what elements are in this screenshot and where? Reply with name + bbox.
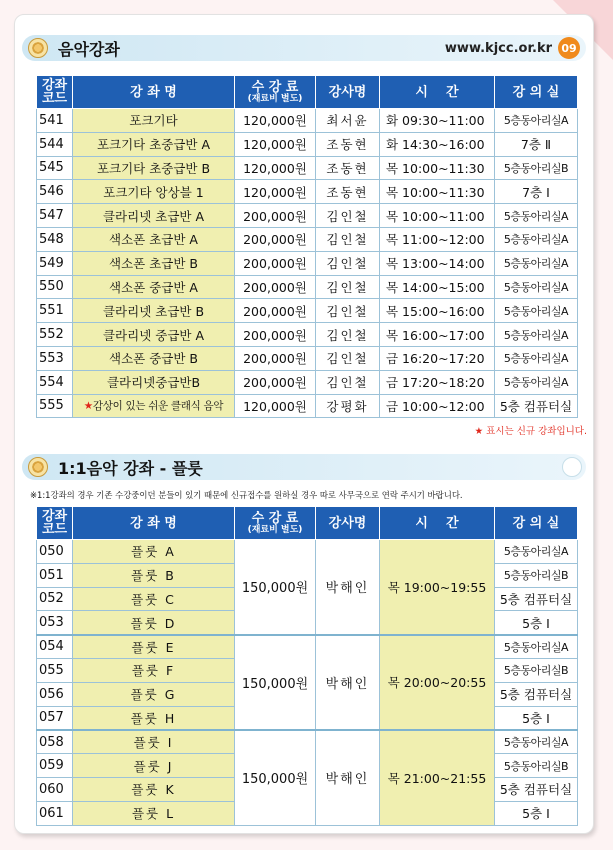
- course-name-text: 색소폰 초급반 B: [109, 256, 198, 272]
- course-name: [73, 370, 235, 394]
- course-name: 플룻 B: [73, 563, 235, 587]
- instructor-name: 조동현: [316, 180, 380, 204]
- music-course-table: [36, 75, 578, 418]
- header-time: 시 간: [380, 76, 495, 109]
- table-row: [37, 109, 578, 133]
- course-time: 화 09:30~11:00: [380, 109, 495, 133]
- course-name: 플룻 D: [73, 611, 235, 635]
- course-room: 5층동아리실A: [495, 370, 578, 394]
- course-room: 5층동아리실B: [495, 563, 578, 587]
- course-name: [73, 109, 235, 133]
- course-time: 화 14:30~16:00: [380, 132, 495, 156]
- course-time: 목 10:00~11:30: [380, 156, 495, 180]
- course-code: 541: [37, 109, 73, 133]
- flower-icon: [28, 457, 48, 477]
- course-time: 금 16:20~17:20: [380, 346, 495, 370]
- course-room: 5층동아리실A: [495, 540, 578, 564]
- instructor-name: 김인철: [316, 299, 380, 323]
- course-time: 목 11:00~12:00: [380, 227, 495, 251]
- instructor-name: 강평화: [316, 394, 380, 418]
- course-room: 5층동아리실A: [495, 323, 578, 347]
- course-name-text: 색소폰 중급반 A: [109, 279, 198, 295]
- course-fee: 150,000원: [235, 635, 316, 730]
- table-row: [37, 635, 578, 659]
- header-course-name: 강 좌 명: [73, 76, 235, 109]
- section-title: 음악강좌: [58, 39, 120, 59]
- notice-text: ※1:1강좌의 경우 기존 수강중이던 분들이 있기 때문에 신규접수를 원하실 경우 따로 사무국으로 연락 주시기 바랍니다.: [30, 490, 463, 500]
- course-fee: 120,000원: [235, 132, 316, 156]
- website-url: www.kjcc.or.kr: [444, 40, 552, 56]
- course-code: 555: [37, 394, 73, 418]
- course-name-text: 색소폰 중급반 B: [109, 351, 198, 367]
- table-row: [37, 394, 578, 418]
- course-fee: 200,000원: [235, 275, 316, 299]
- instructor-name: 김인철: [316, 346, 380, 370]
- course-fee: 200,000원: [235, 227, 316, 251]
- course-name: [73, 204, 235, 228]
- instructor-name: 박해인: [316, 540, 380, 635]
- table-row: [37, 540, 578, 564]
- course-code: 060: [37, 777, 73, 801]
- course-room: 7층 Ⅰ: [495, 180, 578, 204]
- header-fee: 수 강 료 (재료비 별도): [235, 507, 316, 540]
- header-code: 강좌 코드: [37, 76, 73, 109]
- course-time: 목 21:00~21:55: [380, 730, 495, 825]
- course-name-text: 클라리넷 초급반 A: [102, 208, 205, 224]
- course-room: 5층동아리실B: [495, 754, 578, 778]
- course-name: [73, 180, 235, 204]
- course-code: 051: [37, 563, 73, 587]
- course-room: 7층 Ⅱ: [495, 132, 578, 156]
- course-time: 목 15:00~16:00: [380, 299, 495, 323]
- course-room: 5층 Ⅰ: [495, 611, 578, 635]
- instructor-name: 김인철: [316, 275, 380, 299]
- course-name-text: 감상이 있는 쉬운 클래식 음악: [92, 400, 224, 413]
- instructor-name: 조동현: [316, 156, 380, 180]
- course-room: 5층동아리실A: [495, 299, 578, 323]
- course-name-text: 클라리넷중급반B: [106, 375, 201, 391]
- course-time: 목 14:00~15:00: [380, 275, 495, 299]
- course-room: 5층 Ⅰ: [495, 801, 578, 825]
- course-room: 5층동아리실A: [495, 227, 578, 251]
- course-room: 5층동아리실A: [495, 275, 578, 299]
- course-code: 546: [37, 180, 73, 204]
- course-name: [73, 132, 235, 156]
- course-fee: 150,000원: [235, 730, 316, 825]
- course-name-text: 포크기타 초중급반 A: [96, 137, 211, 153]
- table-row: [37, 227, 578, 251]
- course-fee: 200,000원: [235, 299, 316, 323]
- course-code: 545: [37, 156, 73, 180]
- course-room: 5층동아리실A: [495, 204, 578, 228]
- course-room: 5층동아리실B: [495, 658, 578, 682]
- course-code: 061: [37, 801, 73, 825]
- course-time: 목 13:00~14:00: [380, 251, 495, 275]
- header-code: 강좌 코드: [37, 507, 73, 540]
- course-name: 플룻 L: [73, 801, 235, 825]
- table-row: [37, 251, 578, 275]
- instructor-name: 김인철: [316, 251, 380, 275]
- course-name-text: 클라리넷 초급반 B: [102, 303, 205, 319]
- header-room: 강 의 실: [495, 76, 578, 109]
- section-title: 1:1음악 강좌 - 플룻: [58, 458, 203, 478]
- course-time: 목 20:00~20:55: [380, 635, 495, 730]
- course-name: [73, 275, 235, 299]
- course-code: 554: [37, 370, 73, 394]
- course-time: 목 10:00~11:00: [380, 204, 495, 228]
- course-name: 플룻 J: [73, 754, 235, 778]
- course-name: 플룻 K: [73, 777, 235, 801]
- course-room: 5층 컴퓨터실: [495, 394, 578, 418]
- course-room: 5층동아리실A: [495, 635, 578, 659]
- header-instructor: 강사명: [316, 507, 380, 540]
- course-name-text: 포크기타: [129, 113, 178, 129]
- table-row: [37, 204, 578, 228]
- course-code: 553: [37, 346, 73, 370]
- course-name: [73, 346, 235, 370]
- course-fee: 200,000원: [235, 370, 316, 394]
- course-fee: 120,000원: [235, 180, 316, 204]
- table-row: [37, 730, 578, 754]
- course-fee: 120,000원: [235, 156, 316, 180]
- course-name: [73, 299, 235, 323]
- table-row: [37, 299, 578, 323]
- course-room: 5층 Ⅰ: [495, 706, 578, 730]
- course-name: 플룻 A: [73, 540, 235, 564]
- course-code: 058: [37, 730, 73, 754]
- table-row: [37, 370, 578, 394]
- course-code: 551: [37, 299, 73, 323]
- circle-icon: [562, 457, 582, 477]
- course-fee: 200,000원: [235, 251, 316, 275]
- course-fee: 120,000원: [235, 109, 316, 133]
- course-fee: 150,000원: [235, 540, 316, 635]
- course-code: 549: [37, 251, 73, 275]
- header-course-name: 강 좌 명: [73, 507, 235, 540]
- course-code: 055: [37, 658, 73, 682]
- course-time: 목 19:00~19:55: [380, 540, 495, 635]
- new-course-note: ★ 표시는 신규 강좌입니다.: [474, 426, 587, 437]
- instructor-name: 김인철: [316, 370, 380, 394]
- course-room: 5층동아리실A: [495, 346, 578, 370]
- course-code: 550: [37, 275, 73, 299]
- course-name-text: 클라리넷 중급반 A: [102, 327, 205, 343]
- course-name: [73, 394, 235, 418]
- course-name: 플룻 F: [73, 658, 235, 682]
- flower-icon: [28, 38, 48, 58]
- course-room: 5층동아리실A: [495, 251, 578, 275]
- table-row: [37, 346, 578, 370]
- course-code: 548: [37, 227, 73, 251]
- course-code: 053: [37, 611, 73, 635]
- course-code: 059: [37, 754, 73, 778]
- course-code: 547: [37, 204, 73, 228]
- course-name: 플룻 I: [73, 730, 235, 754]
- course-code: 052: [37, 587, 73, 611]
- course-time: 목 10:00~11:30: [380, 180, 495, 204]
- course-room: 5층 컴퓨터실: [495, 777, 578, 801]
- course-name: [73, 323, 235, 347]
- course-name: [73, 227, 235, 251]
- course-name-text: 색소폰 초급반 A: [109, 232, 198, 248]
- instructor-name: 김인철: [316, 204, 380, 228]
- header-time: 시 간: [380, 507, 495, 540]
- instructor-name: 조동현: [316, 132, 380, 156]
- section-header-flute: [22, 454, 586, 480]
- course-code: 050: [37, 540, 73, 564]
- course-time: 목 16:00~17:00: [380, 323, 495, 347]
- header-room: 강 의 실: [495, 507, 578, 540]
- instructor-name: 김인철: [316, 323, 380, 347]
- table-row: [37, 156, 578, 180]
- section-header-music: [22, 35, 586, 61]
- course-code: 552: [37, 323, 73, 347]
- course-room: 5층동아리실A: [495, 109, 578, 133]
- course-code: 544: [37, 132, 73, 156]
- course-name: 플룻 H: [73, 706, 235, 730]
- instructor-name: 최서윤: [316, 109, 380, 133]
- course-fee: 200,000원: [235, 204, 316, 228]
- page-number-badge: 09: [558, 37, 580, 59]
- header-fee: 수 강 료 (재료비 별도): [235, 76, 316, 109]
- table-row: [37, 132, 578, 156]
- course-fee: 200,000원: [235, 346, 316, 370]
- course-fee: 120,000원: [235, 394, 316, 418]
- course-fee: 200,000원: [235, 323, 316, 347]
- course-room: 5층 컴퓨터실: [495, 682, 578, 706]
- instructor-name: 김인철: [316, 227, 380, 251]
- table-row: [37, 275, 578, 299]
- course-name: [73, 156, 235, 180]
- flute-course-table: [36, 506, 578, 826]
- course-name-text: 포크기타 초중급반 B: [96, 160, 211, 176]
- course-name: 플룻 G: [73, 682, 235, 706]
- table-row: [37, 180, 578, 204]
- course-name: 플룻 C: [73, 587, 235, 611]
- course-name-text: 포크기타 앙상블 1: [103, 184, 204, 200]
- instructor-name: 박해인: [316, 730, 380, 825]
- course-name: [73, 251, 235, 275]
- course-code: 054: [37, 635, 73, 659]
- course-name: 플룻 E: [73, 635, 235, 659]
- new-course-star: ★: [83, 400, 93, 413]
- instructor-name: 박해인: [316, 635, 380, 730]
- course-room: 5층동아리실A: [495, 730, 578, 754]
- course-code: 057: [37, 706, 73, 730]
- course-room: 5층동아리실B: [495, 156, 578, 180]
- course-room: 5층 컴퓨터실: [495, 587, 578, 611]
- course-time: 금 10:00~12:00: [380, 394, 495, 418]
- table-row: [37, 323, 578, 347]
- header-instructor: 강사명: [316, 76, 380, 109]
- course-time: 금 17:20~18:20: [380, 370, 495, 394]
- course-code: 056: [37, 682, 73, 706]
